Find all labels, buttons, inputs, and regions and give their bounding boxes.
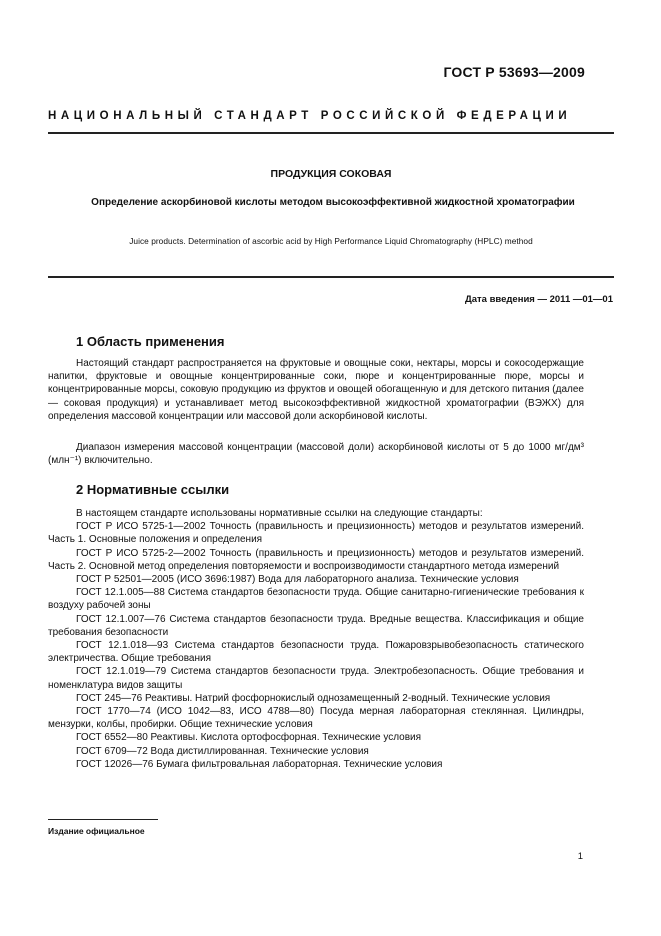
reference-item: ГОСТ 12.1.005—88 Система стандартов безопасности труда. Общие санитарно-гигиенические требования к воздуху рабочей зоны (48, 587, 584, 612)
reference-item: ГОСТ 12.1.018—93 Система стандартов безопасности труда. Пожаровзрывобезопасность статического электричества. Общие требования (48, 640, 584, 665)
reference-item: ГОСТ 1770—74 (ИСО 1042—83, ИСО 4788—80) Посуда мерная лабораторная стеклянная. Цилиндры, мензурки, колбы, пробирки. Общие технические условия (48, 706, 584, 731)
reference-item: ГОСТ 6709—72 Вода дистиллированная. Технические условия (76, 745, 369, 757)
reference-item: ГОСТ 12026—76 Бумага фильтровальная лабораторная. Технические условия (76, 758, 443, 770)
reference-item: ГОСТ 245—76 Реактивы. Натрий фосфорнокислый однозамещенный 2-водный. Технические условия (76, 692, 551, 704)
reference-item: ГОСТ Р 52501—2005 (ИСО 3696:1987) Вода для лабораторного анализа. Технические условия (76, 574, 519, 586)
page-number: 1 (577, 851, 583, 862)
document-code: ГОСТ Р 53693—2009 (443, 64, 585, 80)
footer-divider (48, 819, 158, 820)
title-divider (48, 276, 614, 278)
edition-label: Издание официальное (48, 826, 145, 836)
reference-item: ГОСТ Р ИСО 5725-2—2002 Точность (правильность и прецизионность) методов и результатов измерений. Часть 2. Основной метод определения повторяемости и воспроизводимости стандартного метода измерений (48, 547, 584, 572)
reference-item: ГОСТ 12.1.007—76 Система стандартов безопасности труда. Вредные вещества. Классификация и общие требования безопасности (48, 613, 584, 638)
range-paragraph: Диапазон измерения массовой концентрации (массовой доли) аскорбиновой кислоты от 5 до 1000 мг/дм³ (млн⁻¹) включительно. (48, 442, 584, 467)
national-standard-banner: НАЦИОНАЛЬНЫЙ СТАНДАРТ РОССИЙСКОЙ ФЕДЕРАЦИИ (48, 110, 572, 122)
reference-item: ГОСТ Р ИСО 5725-1—2002 Точность (правильность и прецизионность) методов и результатов измерений. Часть 1. Основные положения и определения (48, 521, 584, 546)
references-list (48, 507, 584, 771)
introduction-date: Дата введения — 2011 —01—01 (464, 294, 613, 305)
section-1-heading: 1 Область применения (76, 334, 225, 349)
standard-english-title: Juice products. Determination of ascorbic acid by High Performance Liquid Chromatography (HPLC) method (129, 236, 533, 246)
references-intro: В настоящем стандарте использованы нормативные ссылки на следующие стандарты: (76, 508, 483, 519)
standard-subtitle: Определение аскорбиновой кислоты методом высокоэффективной жидкостной хроматографии (91, 197, 575, 208)
top-divider (48, 132, 614, 134)
scope-paragraph: Настоящий стандарт распространяется на фруктовые и овощные соки, нектары, морсы и сокосодержащие напитки, фруктовые и овощные концентрированные соки, пюре и концентрированные пюре, морсы и концентрированные морсы, соковую продукцию из фруктов и овощей обогащенную и для детского питания (далее — соковая продукция) и устанавливает метод высокоэффективной жидкостной хроматографии (ВЭЖХ) для определения массовой концентрации или массовой доли аскорбиновой кислоты. (48, 358, 584, 422)
reference-item: ГОСТ 6552—80 Реактивы. Кислота ортофосфорная. Технические условия (76, 732, 422, 744)
section-2-heading: 2 Нормативные ссылки (76, 482, 230, 497)
standard-title: ПРОДУКЦИЯ СОКОВАЯ (270, 168, 392, 180)
reference-item: ГОСТ 12.1.019—79 Система стандартов безопасности труда. Электробезопасность. Общие требования и номенклатура видов защиты (48, 666, 584, 691)
